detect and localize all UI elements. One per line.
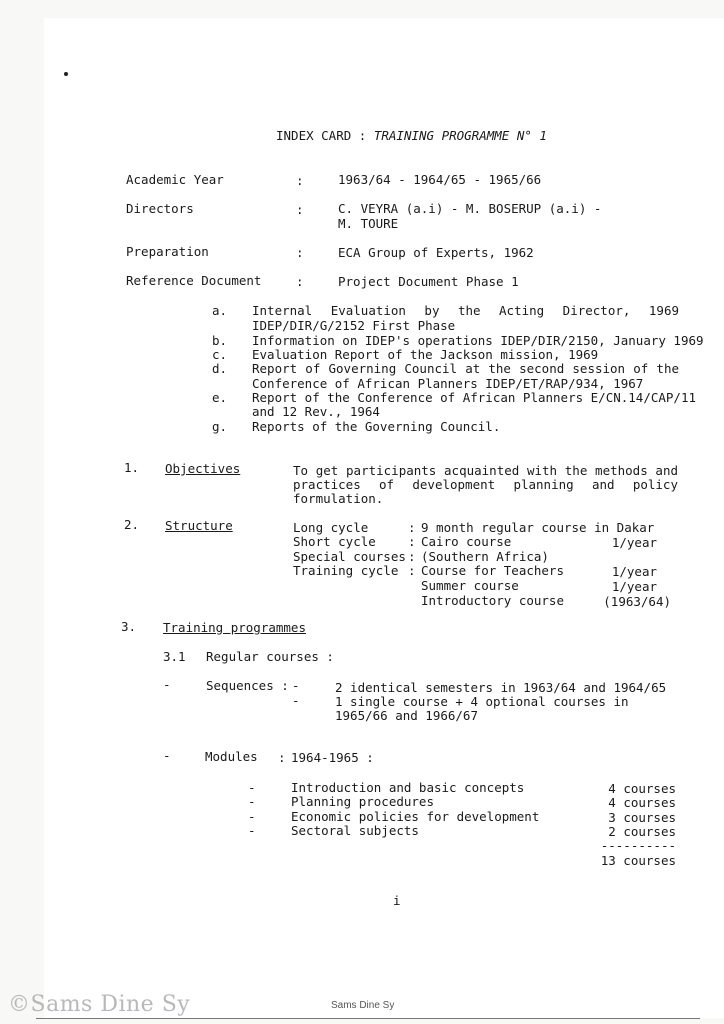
modules-label: Modules (205, 749, 258, 764)
structure-frequency: (1963/64) (603, 594, 671, 609)
objectives-text: formulation. (293, 491, 384, 506)
structure-label: Special courses (293, 549, 406, 564)
reference-letter: c. (212, 347, 228, 362)
meta-value: ECA Group of Experts, 1962 (338, 245, 534, 260)
meta-label: Reference Document (126, 273, 262, 288)
module-count: 4 courses (608, 795, 676, 810)
page-title: INDEX CARD : TRAINING PROGRAMME N° 1 (276, 128, 547, 143)
page-number: i (393, 893, 401, 908)
meta-value: Project Document Phase 1 (338, 274, 519, 289)
reference-line: IDEP/DIR/G/2152 First Phase (252, 318, 456, 333)
section-heading: Training programmes (163, 620, 306, 635)
reference-line: Report of Governing Council at the second session of the (252, 361, 679, 376)
bullet-dash: - (248, 780, 256, 795)
meta-value: C. VEYRA (a.i) - M. BOSERUP (a.i) - (338, 201, 602, 216)
sequences-label: Sequences : (206, 678, 289, 693)
sequence-text: 1965/66 and 1966/67 (335, 708, 478, 723)
meta-separator: : (296, 202, 304, 217)
bullet-dash: - (163, 748, 171, 763)
meta-separator: : (296, 173, 304, 188)
structure-item: (Southern Africa) (421, 549, 549, 564)
module-name: Planning procedures (291, 794, 434, 809)
footer-divider (36, 1018, 700, 1019)
modules-separator: : (278, 750, 286, 765)
structure-frequency: 1/year (611, 564, 657, 579)
total-courses: 13 courses (600, 853, 676, 868)
reference-letter: e. (212, 390, 228, 405)
section-number: 1. (124, 460, 140, 475)
meta-label: Directors (126, 201, 194, 216)
meta-label: Preparation (126, 244, 209, 259)
bullet-dash: - (292, 693, 300, 708)
reference-line: Conference of African Planners IDEP/ET/RAP/934, 1967 (252, 376, 644, 391)
scan-speck (64, 72, 68, 76)
structure-item: 9 month regular course in Dakar (421, 520, 655, 535)
meta-separator: : (296, 274, 304, 289)
structure-item: Summer course (421, 578, 519, 593)
structure-label: Long cycle (293, 520, 369, 535)
reference-letter: g. (212, 419, 228, 434)
document-page (44, 18, 724, 1018)
bullet-dash: - (163, 677, 171, 692)
bullet-dash: - (292, 678, 300, 693)
structure-label: Short cycle (293, 534, 376, 549)
bullet-dash: - (248, 809, 256, 824)
structure-separator: : (408, 563, 416, 578)
reference-line: Information on IDEP's operations IDEP/DIR/2150, January 1969 (252, 333, 704, 348)
reference-line: Report of the Conference of African Planners E/CN.14/CAP/11 (252, 390, 697, 405)
module-count: 2 courses (608, 824, 676, 839)
module-name: Sectoral subjects (291, 823, 419, 838)
structure-item: Introductory course (421, 593, 564, 608)
module-name: Economic policies for development (291, 809, 540, 824)
objectives-text: To get participants acquainted with the methods and (293, 463, 678, 478)
structure-separator: : (408, 520, 416, 535)
structure-item: Cairo course (421, 534, 512, 549)
reference-letter: b. (212, 333, 228, 348)
bullet-dash: - (248, 794, 256, 809)
module-name: Introduction and basic concepts (291, 780, 525, 795)
sequence-text: 2 identical semesters in 1963/64 and 1964/65 (335, 680, 667, 695)
modules-years: 1964-1965 : (291, 750, 374, 765)
total-rule: ---------- (600, 838, 676, 853)
meta-label: Academic Year (126, 172, 224, 187)
reference-line: and 12 Rev., 1964 (252, 404, 380, 419)
watermark: ©Sams Dine Sy (8, 992, 191, 1017)
footer-credit: Sams Dine Sy (331, 1000, 395, 1011)
section-heading: Objectives (165, 461, 241, 476)
section-number: 3. (121, 619, 137, 634)
section-number: 2. (124, 517, 140, 532)
section-heading: Structure (165, 518, 233, 533)
reference-line: Internal Evaluation by the Acting Director, 1969 (252, 303, 679, 318)
meta-value-continued: M. TOURE (338, 216, 399, 231)
structure-label: Training cycle (293, 563, 399, 578)
meta-value: 1963/64 - 1964/65 - 1965/66 (338, 172, 542, 187)
structure-separator: : (408, 534, 416, 549)
reference-line: Evaluation Report of the Jackson mission, 1969 (252, 347, 599, 362)
objectives-text: practices of development planning and policy (293, 477, 678, 492)
reference-line: Reports of the Governing Council. (252, 419, 501, 434)
bullet-dash: - (248, 823, 256, 838)
structure-frequency: 1/year (611, 535, 657, 550)
structure-separator: : (408, 549, 416, 564)
reference-letter: d. (212, 361, 228, 376)
structure-item: Course for Teachers (421, 563, 564, 578)
title-italic: TRAINING PROGRAMME N° 1 (373, 128, 547, 143)
reference-letter: a. (212, 303, 228, 318)
module-count: 3 courses (608, 810, 676, 825)
subsection-number: 3.1 (163, 649, 186, 664)
module-count: 4 courses (608, 781, 676, 796)
meta-separator: : (296, 245, 304, 260)
sequence-text: 1 single course + 4 optional courses in (335, 694, 629, 709)
structure-frequency: 1/year (611, 579, 657, 594)
subsection-heading: Regular courses : (206, 649, 334, 664)
